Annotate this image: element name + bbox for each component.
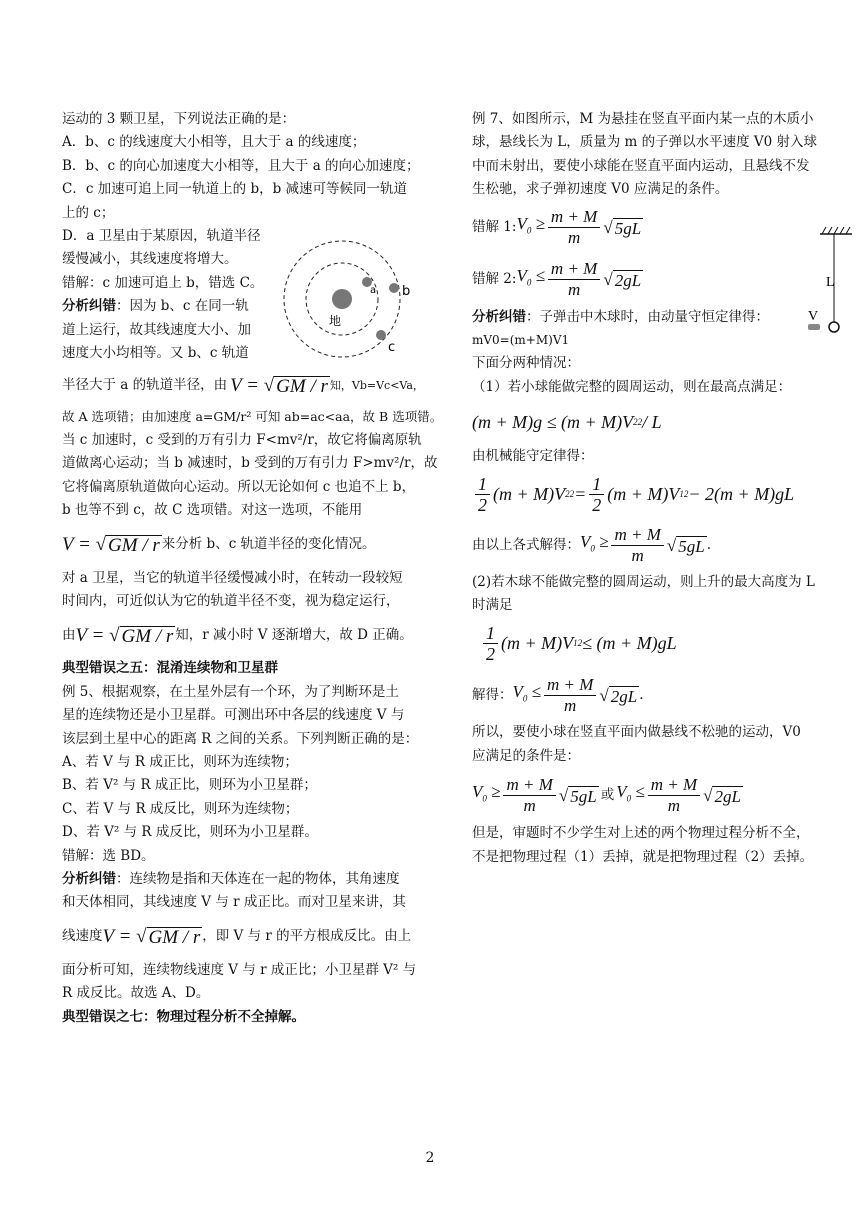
wrong-solution-2: 错解 2: $V_0$ ≤ $\frac{m + M}{m}$ √ 2gL [472, 259, 642, 300]
final-condition: $V_0$ ≥ $\frac{m + M}{m}$ √ 5gL 或 $V_0$ ≤ $\frac{m + M}{m}$ √ 2gL [472, 774, 741, 815]
formula-lhs: V [75, 624, 87, 646]
earth-circle [332, 289, 352, 309]
text-line: 时间内，可近似认为它的轨道半径不变，视为稳定运行， [62, 592, 400, 609]
formula-radicand: GM / r [108, 535, 160, 557]
analysis-line [472, 306, 852, 329]
text-line: 速度大小均相等。又 b、c 轨道 [62, 345, 249, 362]
example-5-line: 该层到土星中心的距离 R 之间的关系。下列判断正确的是： [62, 730, 419, 747]
text-line: 时满足 [472, 597, 513, 614]
case-1: （1）若小球能做完整的圆周运动，则在最高点满足： [472, 378, 792, 395]
wrong-answer: 错解：c 加速可追上 b，错选 C。 [62, 274, 264, 291]
velocity-formula: V = √ GM / r [230, 374, 328, 398]
text-line: 线速度 [62, 928, 103, 945]
section-heading-5: 典型错误之五：混淆连续物和卫星群 [62, 660, 278, 677]
satellite-a-label: a [370, 285, 377, 296]
wrong-solution-1: 错解 1: $V_0$ ≥ $\frac{m + M}{m}$ √ 5gL [472, 207, 642, 248]
text-line-with-formula [62, 613, 440, 657]
text-line: 应满足的条件是： [472, 747, 580, 764]
result-2: 解得： $V_0$ ≤ $\frac{m + M}{m}$ √ 2gL . [472, 674, 644, 715]
example-7-line: 生松驰，求子弹初速度 V0 应满足的条件。 [472, 181, 729, 198]
example-7-line: 中而未射出，要使小球能在竖直平面内运动，且悬线不发 [472, 157, 810, 174]
text-line: b 也等不到 c，故 C 选项错。对这一选项，不能用 [62, 502, 363, 519]
velocity-formula: V = √ GM / r [102, 926, 201, 949]
satellite-c-label: c [388, 340, 396, 355]
example-5-option: A、若 V 与 R 成正比，则环为连续物； [62, 753, 298, 770]
formula-lhs: V [62, 533, 74, 555]
ball [829, 322, 839, 332]
bullet [808, 324, 820, 330]
analysis-heading: 分析纠错 [62, 298, 116, 315]
text-line: 知，r 减小时 V 逐渐增大，故 D 正确。 [175, 626, 413, 643]
formula-radicand: GM / r [121, 626, 174, 648]
text-line: 面分析可知，连续物线速度 V 与 r 成正比；小卫星群 V² 与 [62, 961, 417, 978]
text-line: 上的 c； [62, 204, 115, 221]
example-7-line: 球，悬线长为 L，质量为 m 的子弹以水平速度 V0 射入球 [472, 134, 818, 151]
text-line: 由以上各式解得： [472, 536, 580, 553]
analysis-heading: 分析纠错 [62, 870, 116, 887]
wrong-solution-label: 错解 1: [472, 218, 517, 235]
example-5-line: 星的连续物还是小卫星群。可测出环中各层的线速度 V 与 [62, 707, 405, 724]
velocity-formula: V = √ GM / r [62, 533, 160, 557]
text-line: 所以，要使小球在竖直平面内做悬线不松驰的运动，V0 [472, 724, 801, 741]
text-line: 下面分两种情况： [472, 355, 580, 372]
text-line: 半径大于 a 的轨道半径，由 [62, 376, 228, 393]
length-label: L [826, 275, 835, 290]
text-line: 由机械能守定律得： [472, 448, 594, 465]
text-line: 解得： [472, 686, 513, 703]
velocity-label: V [808, 309, 819, 324]
formula-radicand: GM / r [148, 927, 201, 949]
top-point-condition: (m + M)g ≤ (m + M)V 2 2 / L [472, 411, 662, 432]
text-line: 当 c 加速时，c 受到的万有引力 F<mv²/r，故它将偏离原轨 [62, 431, 422, 448]
text-line: 故 A 选项错；由加速度 a=GM/r² 可知 ab=ac<aa，故 B 选项错。 [62, 409, 443, 425]
height-condition: $\frac{1}{2}$ (m + M)V 1 2 ≤ (m + M)gL [472, 617, 852, 669]
option-a: A．b、c 的线速度大小相等，且大于 a 的线速度； [62, 134, 366, 151]
text-line: 它将偏离原轨道做向心运动。所以无论如何 c 也追不上 b， [62, 478, 416, 495]
text-line: ，即 V 与 r 的平方根成反比。由上 [202, 928, 412, 945]
satellite-b [389, 283, 399, 293]
text-line: 来分析 b、c 轨道半径的变化情况。 [161, 535, 376, 552]
text-line: R 成反比。故选 A、D。 [62, 985, 210, 1002]
example-5-option: C、若 V 与 R 成反比，则环为连续物； [62, 800, 299, 817]
formula-lhs: V [230, 374, 242, 396]
section-heading-7: 典型错误之七：物理过程分析不全掉解。 [62, 1008, 305, 1025]
option-b: B．b、c 的向心加速度大小相等，且大于 a 的向心加速度； [62, 157, 420, 174]
velocity-formula: V = √ GM / r [75, 624, 174, 648]
text-line-with-formula [62, 915, 440, 959]
analysis-text: ：因为 b、c 在同一轨 [116, 298, 249, 315]
text-line: 不是把物理过程（1）丢掉，就是把物理过程（2）丢掉。 [472, 848, 814, 865]
example-5-option: B、若 V² 与 R 成正比，则环为小卫星群； [62, 777, 317, 794]
formula-radicand: GM / r [276, 376, 328, 398]
option-c: C．c 加速可追上同一轨道上的 b，b 减速可等候同一轨道 [62, 181, 408, 198]
momentum-equation: mV0=(m+M)V1 [472, 333, 570, 348]
case-2: (2)若木球不能做完整的圆周运动，则上升的最大高度为 L [472, 573, 815, 590]
text-line: 缓慢减小，其线速度将增大。 [62, 251, 238, 268]
right-column [472, 108, 852, 869]
wrong-answer: 错解：选 BD。 [62, 847, 155, 864]
page-number: 2 [425, 1150, 435, 1166]
text-line: 但是，审题时不少学生对上述的两个物理过程分析不全， [472, 825, 810, 842]
analysis-line [62, 868, 440, 891]
energy-equation: $\frac{1}{2}$ (m + M)V 2 2 = $\frac{1}{2}$ (m + M)V 1 2 − 2(m + M)gL [472, 469, 852, 521]
result-1: 由以上各式解得： $V_0$ ≥ $\frac{m + M}{m}$ √ 5gL . [472, 525, 712, 566]
satellite-c [376, 330, 386, 340]
formula-lhs: V [102, 926, 114, 948]
ceiling-hatch [822, 227, 850, 234]
or-word: 或 [600, 786, 615, 803]
example-7-line: 例 7、如图所示，M 为悬挂在竖直平面内某一点的木质小 [472, 111, 814, 127]
earth-label: 地 [329, 314, 342, 328]
satellite-b-label: b [402, 284, 411, 299]
example-5-line: 例 5、根据观察，在土星外层有一个环，为了判断环是土 [62, 683, 399, 700]
text-line: 道做离心运动；当 b 减速时，b 受到的万有引力 F>mv²/r，故 [62, 455, 438, 472]
text-line: 对 a 卫星，当它的轨道半径缓慢减小时，在转动一段较短 [62, 569, 403, 586]
analysis-text: ：子弹击中木球时，由动量守恒定律得： [526, 308, 769, 325]
option-d: D．a 卫星由于某原因，轨道半径 [62, 228, 261, 245]
text-line: 由 [62, 626, 76, 643]
text-line: 知，Vb=Vc<Va， [329, 378, 424, 392]
analysis-heading: 分析纠错 [472, 308, 526, 325]
example-5-option: D、若 V² 与 R 成反比，则环为小卫星群。 [62, 824, 318, 841]
text-line: 运动的 3 颗卫星，下列说法正确的是： [62, 111, 296, 127]
text-line-with-formula [62, 523, 440, 567]
wrong-solution-label: 错解 2: [472, 270, 517, 287]
text-line-with-formula [62, 365, 440, 405]
text-line: 和天体相同，其线速度 V 与 r 成正比。而对卫星来讲，其 [62, 894, 406, 911]
pendulum-diagram [800, 224, 855, 340]
analysis-text: ：连续物是指和天体连在一起的物体，其角速度 [116, 870, 400, 887]
orbit-diagram [282, 235, 432, 365]
text-line: 道上运行，故其线速度大小、加 [62, 321, 251, 338]
